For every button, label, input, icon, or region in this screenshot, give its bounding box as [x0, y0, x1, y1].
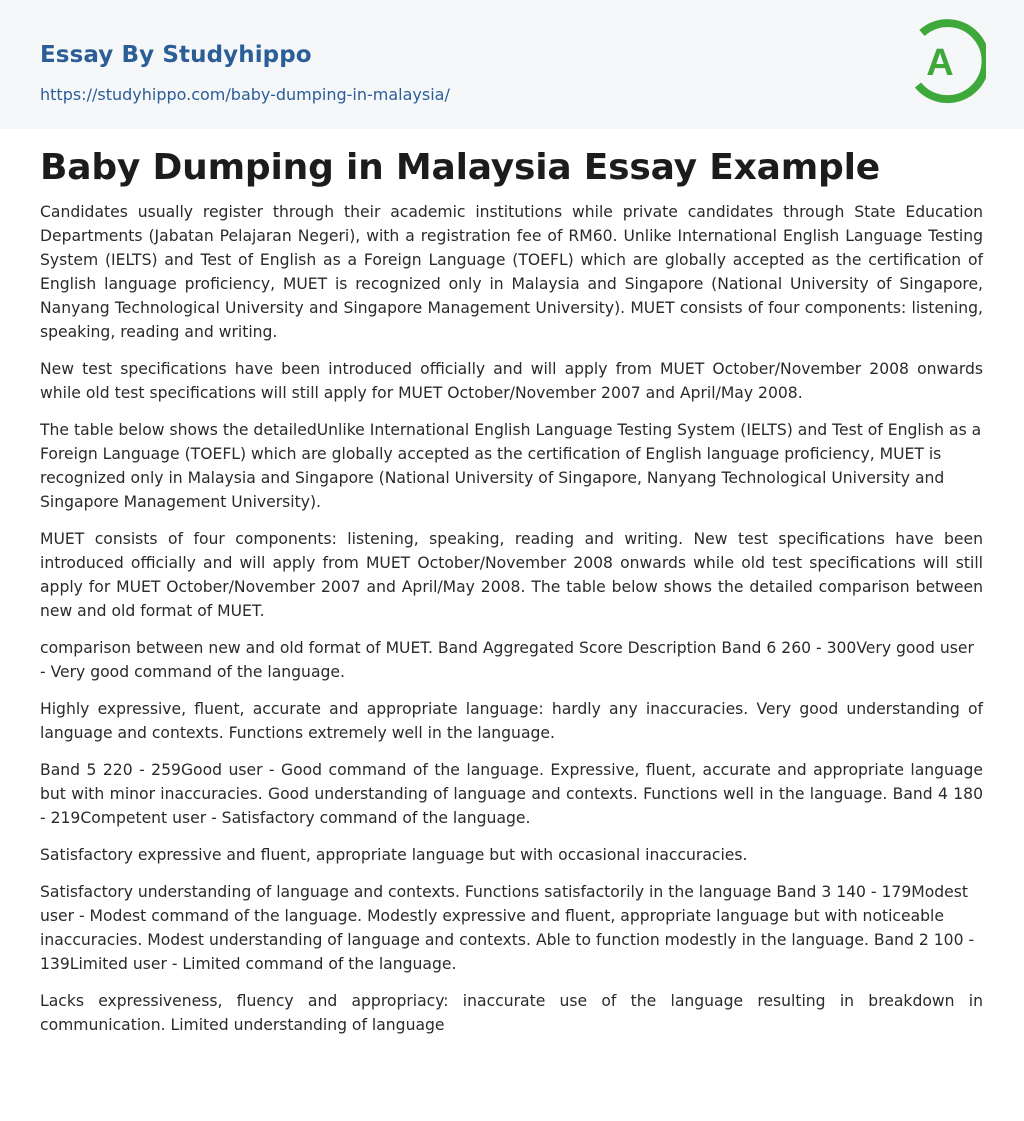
- page-url-link[interactable]: https://studyhippo.com/baby-dumping-in-malaysia/: [40, 85, 450, 104]
- paragraph-10: Lacks expressiveness, fluency and appropriacy: inaccurate use of the language resulting in breakdown in communication. Limited understanding of language: [40, 992, 983, 1034]
- site-header: [0, 0, 1024, 129]
- paragraph-7: Band 5 220 - 259Good user - Good command of the language. Expressive, fluent, accurate and appropriate language but with minor inaccuracies. Good understanding of language and contexts. Functions well in the language. Band 4 180 - 219Competent user - Satisfactory command of the language.: [40, 761, 983, 827]
- paragraph-6: Highly expressive, fluent, accurate and appropriate language: hardly any inaccuracies. Very good understanding of language and contexts. Functions extremely well in the language.: [40, 700, 983, 742]
- paragraph-2: New test specifications have been introduced officially and will apply from MUET October/November 2008 onwards while old test specifications will still apply for MUET October/November 2007 and April/May 2008.: [40, 360, 983, 402]
- page-title: Baby Dumping in Malaysia Essay Example: [40, 147, 880, 188]
- logo-letter: A: [926, 42, 954, 84]
- paragraph-3: The table below shows the detailedUnlike International English Language Testing System (IELTS) and Test of English as a Foreign Language (TOEFL) which are globally accepted as the certification of English language proficiency, MUET is recognized only in Malaysia and Singapore (National University of Singapore, Nanyang Technological University and Singapore Management University).: [40, 421, 982, 511]
- paragraph-4: MUET consists of four components: listening, speaking, reading and writing. New test specifications have been introduced officially and will apply from MUET October/November 2008 onwards while old test specifications will still apply for MUET October/November 2007 and April/May 2008. The table below shows the detailed comparison between new and old format of MUET.: [40, 530, 983, 620]
- paragraph-1: Candidates usually register through their academic institutions while private candidates through State Education Departments (Jabatan Pelajaran Negeri), with a registration fee of RM60. Unlike International English Language Testing System (IELTS) and Test of English as a Foreign Language (TOEFL) which are globally accepted as the certification of English language proficiency, MUET is recognized only in Malaysia and Singapore (National University of Singapore, Nanyang Technological University and Singapore Management University). MUET consists of four components: listening, speaking, reading and writing.: [40, 203, 983, 341]
- studyhippo-logo-icon[interactable]: [912, 19, 986, 105]
- paragraph-5: comparison between new and old format of MUET. Band Aggregated Score Description Band 6 260 - 300Very good user - Very good command of the language.: [40, 639, 974, 681]
- paragraph-8: Satisfactory expressive and fluent, appropriate language but with occasional inaccuracies.: [40, 846, 748, 864]
- article: [40, 145, 983, 1037]
- brand-name[interactable]: Essay By Studyhippo: [40, 42, 312, 68]
- paragraph-9: Satisfactory understanding of language and contexts. Functions satisfactorily in the language Band 3 140 - 179Modest user - Modest command of the language. Modestly expressive and fluent, appropriate language but with noticeable inaccuracies. Modest understanding of language and contexts. Able to function modestly in the language. Band 2 100 - 139Limited user - Limited command of the language.: [40, 883, 975, 973]
